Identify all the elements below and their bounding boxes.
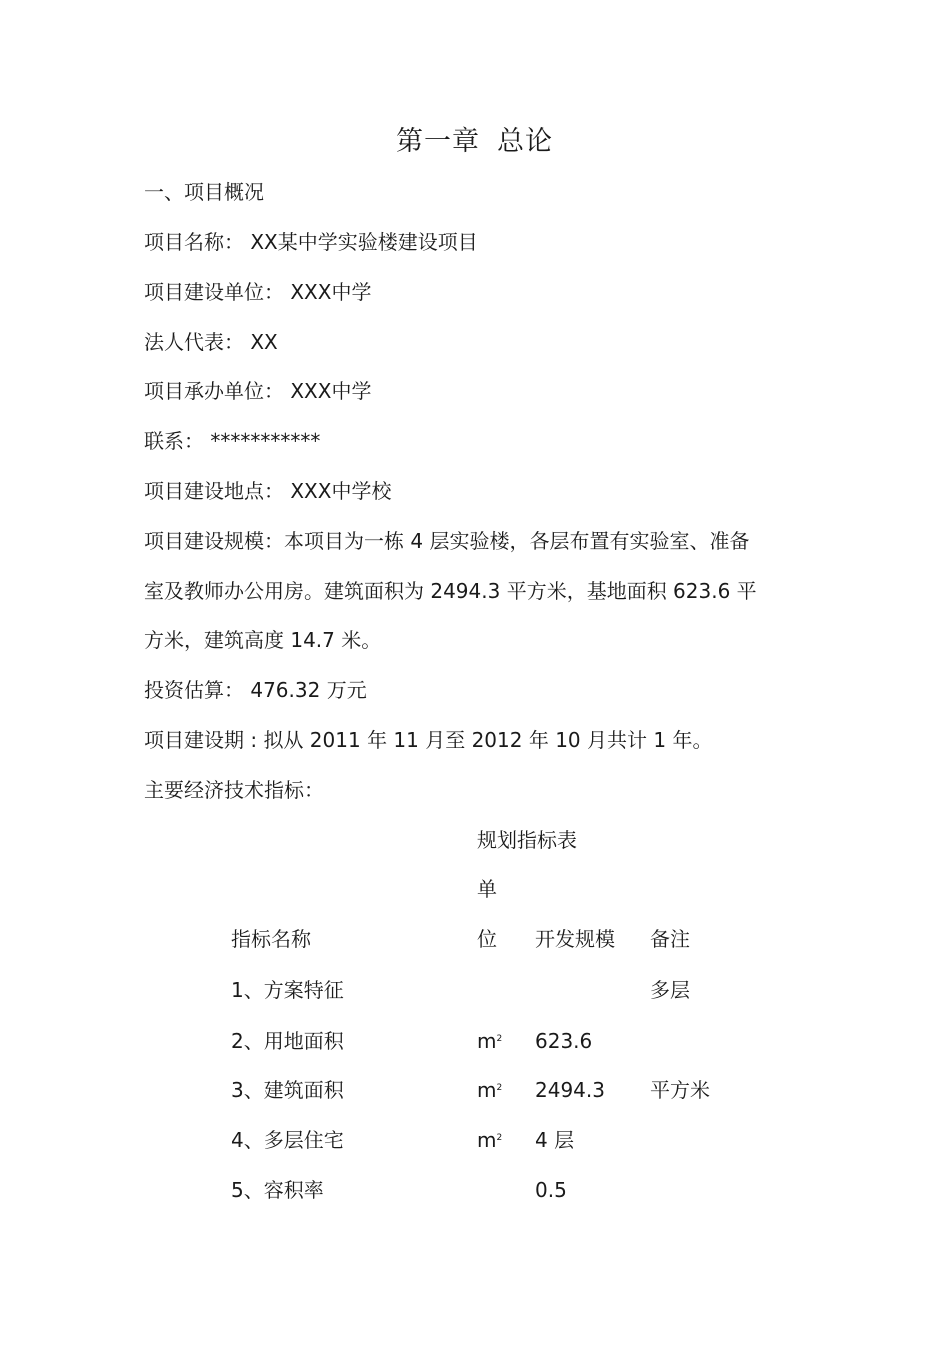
row-1-remark: 多层 — [650, 978, 690, 1002]
row-1-name: 1、方案特征 — [231, 978, 344, 1002]
row-4-name: 4、多层住宅 — [231, 1128, 344, 1152]
row-2-unit-base: m — [477, 1029, 497, 1053]
contact-line: 联系： *********** — [144, 429, 321, 453]
row-2-name: 2、用地面积 — [231, 1029, 344, 1053]
row-3-unit-base: m — [477, 1078, 497, 1102]
row-3-scale: 2494.3 — [535, 1078, 605, 1102]
row-5-name: 5、容积率 — [231, 1178, 324, 1202]
header-unit-line1: 单 — [477, 877, 497, 901]
project-name-line: 项目名称： XX某中学实验楼建设项目 — [144, 230, 478, 254]
row-3-unit — [477, 1078, 502, 1102]
scale-line-1: 项目建设规模：本项目为一栋 4 层实验楼，各层布置有实验室、准备 — [144, 529, 750, 553]
row-4-scale: 4 层 — [535, 1128, 575, 1152]
row-3-name: 3、建筑面积 — [231, 1078, 344, 1102]
chapter-title-text: 总论 — [497, 126, 553, 157]
section-heading: 一、项目概况 — [144, 180, 264, 204]
header-name: 指标名称 — [231, 927, 311, 951]
indicators-intro-line: 主要经济技术指标： — [144, 778, 324, 802]
header-remark: 备注 — [650, 927, 690, 951]
row-2-unit-sup: 2 — [496, 1034, 503, 1044]
scale-line-2: 室及教师办公用房。建筑面积为 2494.3 平方米，基地面积 623.6 平 — [144, 579, 757, 603]
builder-line: 项目建设单位： XXX中学 — [144, 280, 372, 304]
period-line: 项目建设期 : 拟从 2011 年 11 月至 2012 年 10 月共计 1 年。 — [144, 728, 713, 752]
row-2-scale: 623.6 — [535, 1029, 593, 1053]
chapter-title-number: 第一章 — [396, 126, 480, 157]
header-unit-line2: 位 — [477, 927, 497, 951]
header-scale: 开发规模 — [535, 927, 615, 951]
row-3-remark: 平方米 — [650, 1078, 710, 1102]
contractor-line: 项目承办单位： XXX中学 — [144, 379, 372, 403]
table-caption: 规划指标表 — [477, 828, 577, 852]
investment-line: 投资估算： 476.32 万元 — [144, 678, 367, 702]
row-5-scale: 0.5 — [535, 1178, 567, 1202]
scale-line-3: 方米，建筑高度 14.7 米。 — [144, 628, 382, 652]
row-3-unit-sup: 2 — [496, 1083, 503, 1093]
row-4-unit — [477, 1128, 502, 1152]
row-4-unit-sup: 2 — [496, 1133, 503, 1143]
row-4-unit-base: m — [477, 1128, 497, 1152]
row-2-unit — [477, 1029, 502, 1053]
legal-rep-line: 法人代表： XX — [144, 330, 278, 354]
location-line: 项目建设地点： XXX中学校 — [144, 479, 392, 503]
